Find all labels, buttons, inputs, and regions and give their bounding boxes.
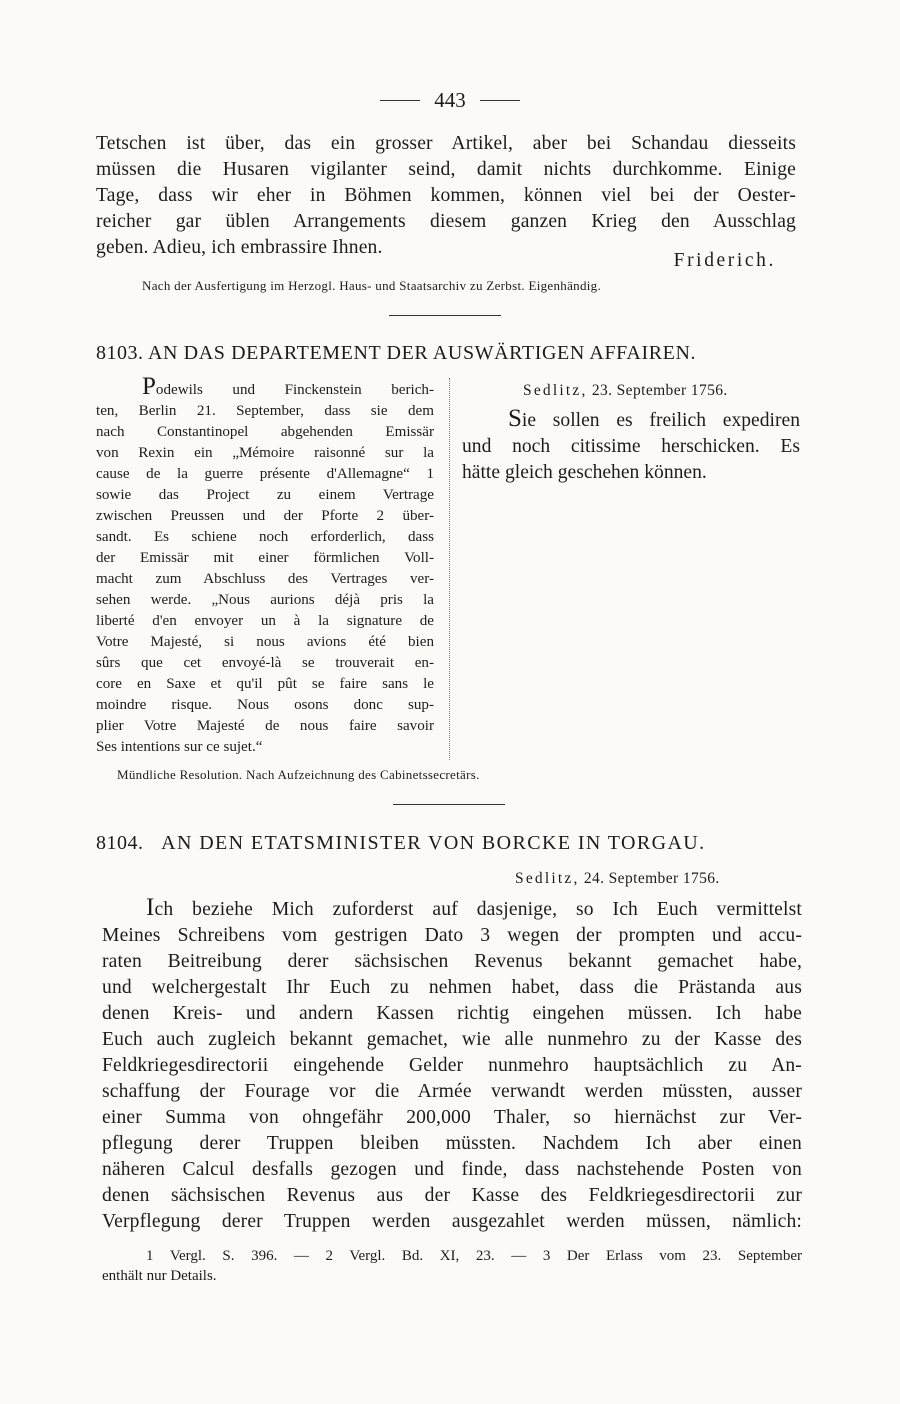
text-line: cause de la guerre présente d'Allemagne“ 1 bbox=[96, 466, 434, 482]
text-line: sehen werde. „Nous aurions déjà pris la bbox=[96, 592, 434, 608]
footnotes bbox=[102, 1246, 802, 1286]
text-line: Tetschen ist über, das ein grosser Artikel, aber bei Schandau diesseits bbox=[96, 133, 796, 154]
text-line: von Rexin ein „Mémoire raisonné sur la bbox=[96, 445, 434, 461]
text-line: schaffung der Fourage vor die Armée verwandt werden müssten, ausser bbox=[102, 1081, 802, 1102]
letter-reply bbox=[462, 378, 800, 486]
text-line: reicher gar üblen Arrangements diesem ganzen Krieg den Ausschlag bbox=[96, 211, 796, 232]
text-line: sowie das Project zu einem Vertrage bbox=[96, 487, 434, 503]
text-line: Feldkriegesdirectorii eingehende Gelder nunmehro hauptsächlich zu An- bbox=[102, 1055, 802, 1076]
footnote-line: enthält nur Details. bbox=[102, 1268, 217, 1284]
place: Sedlitz, bbox=[515, 870, 580, 887]
header-dash-right bbox=[480, 100, 520, 101]
date: 24. September 1756. bbox=[583, 870, 720, 887]
date: 23. September 1756. bbox=[591, 382, 728, 399]
letter-summary bbox=[96, 373, 434, 758]
intro-text bbox=[96, 131, 796, 261]
text-line: plier Votre Majesté de nous faire savoir bbox=[96, 718, 434, 734]
text-line: nach Constantinopel abgehenden Emissär bbox=[96, 424, 434, 440]
letter-number: 8104. bbox=[96, 832, 144, 854]
text-line: Meines Schreibens vom gestrigen Dato 3 wegen der prompten und accu- bbox=[102, 925, 802, 946]
text-line: Ich beziehe Mich zuforderst auf dasjenige, so Ich Euch vermittelst bbox=[146, 894, 802, 921]
text-line: denen sächsischen Revenus aus der Kasse des Feldkriegesdirectorii zur bbox=[102, 1185, 802, 1206]
text-line: sûrs que cet envoyé-là se trouverait en- bbox=[96, 655, 434, 671]
text-line: macht zum Abschluss des Vertrages ver- bbox=[96, 571, 434, 587]
text-line: Euch auch zugleich bekannt gemachet, wie alle nunmehro zu der Kasse des bbox=[102, 1029, 802, 1050]
page-header bbox=[96, 88, 804, 113]
text-line: der Emissär mit einer förmlichen Voll- bbox=[96, 550, 434, 566]
text-line: und welchergestalt Ihr Euch zu nehmen habet, dass die Prästanda aus bbox=[102, 977, 802, 998]
text-line: raten Beitreibung derer sächsischen Revenus bekannt gemachet habe, bbox=[102, 951, 802, 972]
text-line: näheren Calcul desfalls gezogen und finde, dass nachstehende Posten von bbox=[102, 1159, 802, 1180]
dateline bbox=[515, 870, 720, 888]
text-line: liberté d'en envoyer un à la signature de bbox=[96, 613, 434, 629]
page-number: 443 bbox=[434, 88, 466, 112]
separator-rule bbox=[393, 804, 505, 805]
text-line: Tage, dass wir eher in Böhmen kommen, können viel bei der Oester- bbox=[96, 185, 796, 206]
text-line: müssen die Husaren vigilanter seind, damit nichts durchkomme. Einige bbox=[96, 159, 796, 180]
text-line: core en Saxe et qu'il pût se faire sans le bbox=[96, 676, 434, 692]
column-divider bbox=[449, 378, 450, 760]
text-line: geben. Adieu, ich embrassire Ihnen. bbox=[96, 237, 383, 258]
text-line: zwischen Preussen und der Pforte 2 über- bbox=[96, 508, 434, 524]
text-line: sandt. Es schiene noch erforderlich, dass bbox=[96, 529, 434, 545]
text-line: denen Kreis- und andern Kassen richtig eingehen müssen. Ich habe bbox=[102, 1003, 802, 1024]
place: Sedlitz, bbox=[523, 382, 588, 399]
initial-letter: S bbox=[508, 405, 522, 432]
source-note: Nach der Ausfertigung im Herzogl. Haus- und Staatsarchiv zu Zerbst. Eigenhändig. bbox=[142, 278, 602, 293]
initial-letter: I bbox=[146, 894, 155, 921]
text-line: Votre Majesté, si nous avions été bien bbox=[96, 634, 434, 650]
letter-number: 8103. bbox=[96, 342, 144, 364]
text-line: ten, Berlin 21. September, dass sie dem bbox=[96, 403, 434, 419]
text-line: Podewils und Finckenstein berich- bbox=[142, 373, 434, 400]
text-line: einer Summa von ohngefähr 200,000 Thaler, so hiernächst zur Ver- bbox=[102, 1107, 802, 1128]
header-dash-left bbox=[380, 100, 420, 101]
text-line: Verpflegung derer Truppen werden ausgezahlet werden müssen, nämlich: bbox=[102, 1211, 802, 1232]
text-line: Ses intentions sur ce sujet.“ bbox=[96, 739, 263, 755]
initial-letter: P bbox=[142, 373, 156, 400]
text-line: Sie sollen es freilich expediren bbox=[508, 405, 800, 432]
text-line: moindre risque. Nous osons donc sup- bbox=[96, 697, 434, 713]
letter-title: AN DEN ETATSMINISTER VON BORCKE IN TORGAU. bbox=[161, 832, 706, 854]
letter-title: AN DAS DEPARTEMENT DER AUSWÄRTIGEN AFFAIREN. bbox=[148, 342, 697, 364]
dateline bbox=[462, 378, 800, 404]
footnote-line: 1 Vergl. S. 396. — 2 Vergl. Bd. XI, 23. — 3 Der Erlass vom 23. September bbox=[146, 1248, 802, 1264]
signature: Friderich. bbox=[673, 250, 776, 271]
text-line: pflegung derer Truppen bleiben müssten. Nachdem Ich aber einen bbox=[102, 1133, 802, 1154]
letter-heading bbox=[96, 832, 804, 855]
separator-rule bbox=[389, 315, 501, 316]
letter-body bbox=[102, 895, 802, 1235]
source-note: Mündliche Resolution. Nach Aufzeichnung des Cabinetssecretärs. bbox=[117, 767, 480, 782]
text-line: und noch citissime herschicken. Es bbox=[462, 436, 800, 457]
letter-heading bbox=[96, 342, 804, 365]
text-line: hätte gleich geschehen können. bbox=[462, 462, 707, 483]
